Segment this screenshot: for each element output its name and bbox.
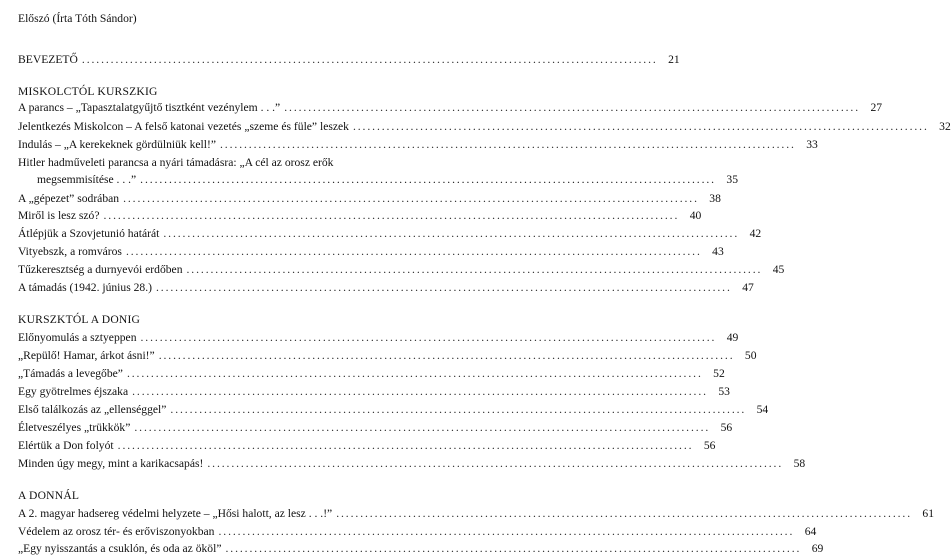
leader-dots: ........................................................................................................................	[134, 421, 711, 434]
leader-dots: ........................................................................................................................	[207, 457, 784, 470]
entry-title: Tűzkeresztség a durnyevói erdőben	[18, 263, 183, 276]
section-heading: A DONNÁL	[18, 489, 80, 502]
leader-dots: ........................................................................................................................	[117, 439, 694, 452]
toc-entry[interactable]	[18, 227, 762, 240]
leader-dots: ........................................................................................................................	[81, 53, 658, 66]
leader-dots: ........................................................................................................................	[123, 192, 699, 205]
entry-page: 47	[742, 281, 754, 294]
toc-entry[interactable]	[18, 138, 818, 151]
entry-page: 40	[689, 209, 702, 222]
leader-dots: ........................................................................................................................	[103, 209, 680, 222]
toc-entry[interactable]	[18, 507, 935, 520]
entry-page: 56	[703, 439, 716, 452]
entry-page: 33	[806, 138, 818, 151]
toc-entry[interactable]	[18, 385, 730, 398]
entry-title: Elértük a Don folyót	[18, 439, 114, 452]
entry-title: A „gépezet” sodrában	[18, 192, 120, 205]
toc-entry[interactable]	[18, 245, 724, 258]
leader-dots: ........................................................................................................................	[155, 281, 732, 294]
toc-entry[interactable]	[18, 209, 702, 222]
entry-title: A 2. magyar hadsereg védelmi helyzete – „Hősi halott, az lesz . . .!”	[18, 507, 333, 520]
toc-entry[interactable]	[18, 331, 739, 344]
entry-page: 49	[726, 331, 739, 344]
entry-title: Vityebszk, a romváros	[18, 245, 122, 258]
entry-title: Indulás – „A kerekeknek gördülniük kell!”	[18, 138, 216, 151]
entry-title: Miről is lesz szó?	[18, 209, 100, 222]
entry-title: „Repülő! Hamar, árkot ásni!”	[18, 349, 155, 362]
toc-entry[interactable]	[18, 120, 951, 133]
entry-title: Életveszélyes „trükkök”	[18, 421, 131, 434]
entry-title: Védelem az orosz tér- és erőviszonyokban	[18, 525, 215, 538]
leader-dots: ........................................................................................................................	[163, 227, 740, 240]
toc-entry[interactable]	[18, 525, 817, 538]
toc-entry[interactable]	[18, 263, 785, 276]
toc-entry[interactable]	[18, 403, 769, 416]
leader-dots: ........................................................................................................................	[186, 263, 763, 276]
entry-page: 69	[811, 542, 824, 555]
leader-dots: ........................................................................................................................	[140, 173, 716, 186]
entry-title: Átlépjük a Szovjetunió határát	[18, 227, 160, 240]
entry-title: A támadás (1942. június 28.)	[18, 281, 152, 294]
toc-entry[interactable]	[18, 101, 883, 114]
entry-page: 32	[939, 120, 951, 133]
leader-dots: ........................................................................................................................	[132, 385, 708, 398]
leader-dots: ........................................................................................................................	[352, 120, 929, 133]
entry-page: 42	[749, 227, 762, 240]
entry-page: 45	[772, 263, 785, 276]
entry-title: „Támadás a levegőbe”	[18, 367, 123, 380]
entry-page: 53	[718, 385, 730, 398]
entry-title: A parancs – „Tapasztalatgyűjtő tisztként vezénylem . . .”	[18, 101, 281, 114]
entry-title: Első találkozás az „ellenséggel”	[18, 403, 167, 416]
entry-title: Egy gyötrelmes éjszaka	[18, 385, 129, 398]
toc-entry[interactable]	[18, 421, 733, 434]
toc-entry-bevezeto[interactable]	[18, 53, 680, 66]
toc-entry[interactable]	[18, 192, 721, 205]
entry-page: 64	[804, 525, 817, 538]
leader-dots: ........................................................................................................................	[125, 245, 702, 258]
toc-entry[interactable]	[18, 439, 716, 452]
entry-page: 21	[668, 53, 680, 66]
entry-title: Előnyomulás a sztyeppen	[18, 331, 137, 344]
toc-entry[interactable]	[37, 173, 738, 186]
entry-page: 61	[922, 507, 935, 520]
entry-page: 56	[720, 421, 733, 434]
leader-dots: ........................................................................................................................	[220, 138, 796, 151]
entry-title: megsemmisítése . . .”	[37, 173, 137, 186]
toc-entry[interactable]	[18, 542, 824, 555]
leader-dots: ........................................................................................................................	[170, 403, 747, 416]
entry-page: 35	[726, 173, 738, 186]
toc-entry[interactable]	[18, 457, 806, 470]
entry-page: 54	[756, 403, 769, 416]
leader-dots: ........................................................................................................................	[158, 349, 735, 362]
entry-page: 52	[713, 367, 725, 380]
entry-page: 27	[870, 101, 883, 114]
leader-dots: ........................................................................................................................	[140, 331, 717, 344]
entry-page: 38	[709, 192, 721, 205]
entry-title: BEVEZETŐ	[18, 53, 78, 66]
leader-dots: ........................................................................................................................	[284, 101, 861, 114]
entry-title: „Egy nyisszantás a csuklón, és oda az ököl”	[18, 542, 222, 555]
leader-dots: ........................................................................................................................	[218, 525, 795, 538]
toc-entry[interactable]	[18, 349, 757, 362]
entry-page: 50	[744, 349, 757, 362]
entry-title: Minden úgy megy, mint a karikacsapás!	[18, 457, 204, 470]
toc-entry[interactable]	[18, 281, 754, 294]
section-heading: KURSZKTÓL A DONIG	[18, 313, 141, 326]
entry-title: Jelentkezés Miskolcon – A felső katonai vezetés „szeme és füle” leszek	[18, 120, 349, 133]
entry-page: 43	[712, 245, 724, 258]
intro-line: Előszó (Írta Tóth Sándor)	[18, 12, 137, 25]
leader-dots: ........................................................................................................................	[336, 507, 913, 520]
entry-title-line1[interactable]: Hitler hadműveleti parancsa a nyári támadásra: „A cél az orosz erők	[18, 156, 334, 169]
leader-dots: ........................................................................................................................	[126, 367, 703, 380]
entry-page: 58	[793, 457, 806, 470]
leader-dots: ........................................................................................................................	[225, 542, 802, 555]
toc-entry[interactable]	[18, 367, 725, 380]
section-heading: MISKOLCTÓL KURSZKIG	[18, 85, 158, 98]
